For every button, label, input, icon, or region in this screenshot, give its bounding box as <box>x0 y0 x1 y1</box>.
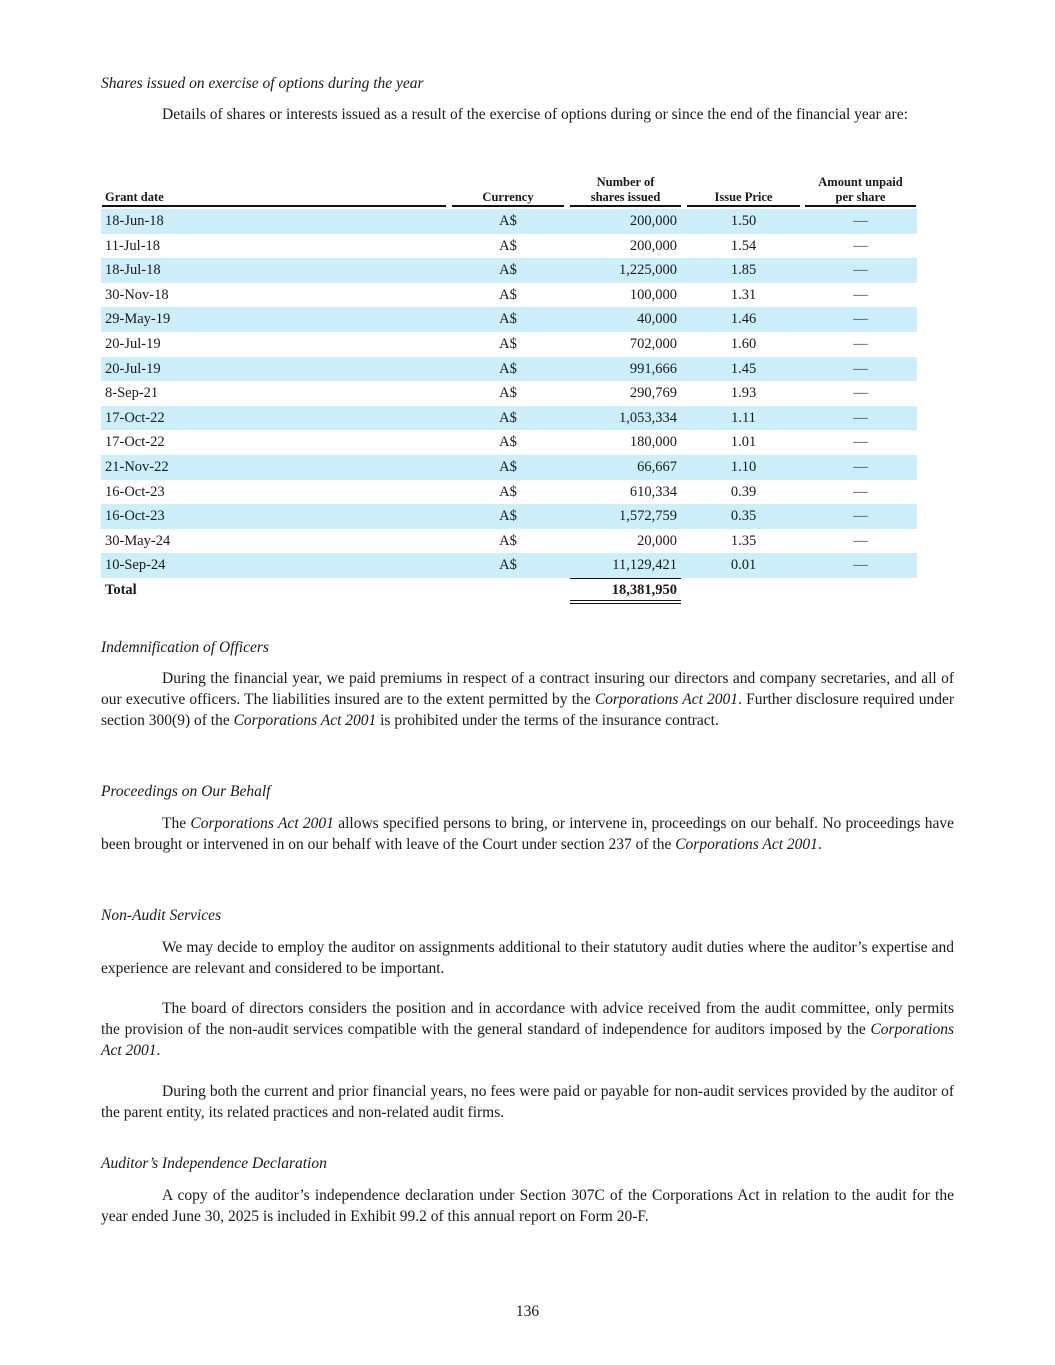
amount-unpaid-cell: — <box>853 360 868 377</box>
issue-price-cell: 1.50 <box>730 213 757 229</box>
table-row <box>101 332 917 357</box>
issue-price-cell: 1.54 <box>730 237 757 254</box>
amount-unpaid-cell: — <box>853 335 868 352</box>
currency-cell: A$ <box>499 286 517 303</box>
shares-issued-cell: 290,769 <box>629 385 677 402</box>
grant-date-cell: 17-Oct-22 <box>105 409 165 426</box>
shares-issued-cell: 11,129,421 <box>612 557 677 574</box>
intro-text: Details of shares or interests issued as a result of the exercise of options during or since the end of the financial year are: <box>162 106 908 123</box>
currency-cell: A$ <box>499 434 517 451</box>
non-audit-paragraph-1: We may decide to employ the auditor on assignments additional to their statutory audit duties where the auditor’s expertise and experience are relevant and considered to be important. <box>101 939 954 977</box>
table-row <box>101 209 917 234</box>
amount-unpaid-cell: — <box>853 213 868 229</box>
issue-price-cell: 1.45 <box>730 360 757 377</box>
shares-issued-cell: 200,000 <box>629 237 677 254</box>
grant-date-cell: 21-Nov-22 <box>105 458 169 475</box>
amount-unpaid-cell: — <box>853 508 868 525</box>
non-audit-paragraph-3: During both the current and prior financial years, no fees were paid or payable for non-audit services provided by the auditor of the parent entity, its related practices and non-related audit firms. <box>101 1083 954 1121</box>
shares-issued-cell: 40,000 <box>637 311 677 328</box>
table-row <box>101 357 917 382</box>
currency-cell: A$ <box>499 311 517 328</box>
total-label: Total <box>105 581 137 598</box>
grant-date-cell: 18-Jun-18 <box>105 213 164 229</box>
issue-price-cell: 1.11 <box>731 409 756 426</box>
col-header-grant-date: Grant date <box>102 190 446 207</box>
table-row <box>101 553 917 578</box>
currency-cell: A$ <box>499 213 517 229</box>
amount-unpaid-cell: — <box>853 385 868 402</box>
auditor-independence-paragraph: A copy of the auditor’s independence declaration under Section 307C of the Corporations Act in relation to the audit for the year ended June 30, 2025 is included in Exhibit 99.2 of this annual report on Form 20-F. <box>101 1187 954 1225</box>
amount-unpaid-cell: — <box>853 409 868 426</box>
shares-issued-cell: 100,000 <box>629 286 677 303</box>
table-body <box>101 209 917 578</box>
currency-cell: A$ <box>499 335 517 352</box>
amount-unpaid-cell: — <box>853 557 868 574</box>
issue-price-cell: 1.60 <box>730 335 757 352</box>
options-exercise-table <box>101 172 917 604</box>
issue-price-cell: 0.01 <box>730 557 757 574</box>
table-row <box>101 406 917 431</box>
shares-issued-cell: 180,000 <box>629 434 677 451</box>
amount-unpaid-cell: — <box>853 237 868 254</box>
total-shares: 18,381,950 <box>570 578 681 604</box>
table-row <box>101 234 917 259</box>
col-header-shares-issued: Number of shares issued <box>570 175 681 207</box>
section-heading-indemnification: Indemnification of Officers <box>101 639 269 656</box>
grant-date-cell: 16-Oct-23 <box>105 508 165 525</box>
grant-date-cell: 20-Jul-19 <box>105 360 161 377</box>
table-row <box>101 529 917 554</box>
amount-unpaid-cell: — <box>853 434 868 451</box>
currency-cell: A$ <box>499 409 517 426</box>
table-row <box>101 307 917 332</box>
currency-cell: A$ <box>499 385 517 402</box>
currency-cell: A$ <box>499 237 517 254</box>
page-number: 136 <box>515 1303 540 1320</box>
grant-date-cell: 29-May-19 <box>105 311 171 328</box>
currency-cell: A$ <box>499 262 517 279</box>
shares-issued-cell: 991,666 <box>629 360 677 377</box>
currency-cell: A$ <box>499 360 517 377</box>
shares-issued-cell: 702,000 <box>629 335 677 352</box>
section-heading-non-audit: Non-Audit Services <box>101 907 222 924</box>
section-heading-auditor-independence: Auditor’s Independence Declaration <box>101 1155 327 1172</box>
indemnification-paragraph: During the financial year, we paid premiums in respect of a contract insuring our directors and company secretaries, and all of our executive officers. The liabilities insured are to the extent permitted by the Corporations Act 2001. Further disclosure required under section 300(9) of the Corporations Act 2001 is prohibited under the terms of the insurance contract. <box>101 670 954 729</box>
shares-issued-cell: 200,000 <box>629 213 677 229</box>
currency-cell: A$ <box>499 557 517 574</box>
currency-cell: A$ <box>499 508 517 525</box>
amount-unpaid-cell: — <box>853 483 868 500</box>
col-header-currency: Currency <box>452 190 564 207</box>
table-row <box>101 381 917 406</box>
currency-cell: A$ <box>499 483 517 500</box>
issue-price-cell: 0.35 <box>730 508 757 525</box>
shares-issued-cell: 1,053,334 <box>619 409 677 426</box>
col-header-issue-price: Issue Price <box>687 190 800 207</box>
table-row <box>101 258 917 283</box>
amount-unpaid-cell: — <box>853 262 868 279</box>
issue-price-cell: 1.93 <box>730 385 757 402</box>
grant-date-cell: 20-Jul-19 <box>105 335 161 352</box>
col-header-amount-unpaid: Amount unpaid per share <box>805 175 916 207</box>
shares-issued-cell: 610,334 <box>629 483 677 500</box>
shares-issued-intro <box>101 104 954 125</box>
issue-price-cell: 1.46 <box>730 311 757 328</box>
non-audit-paragraph-2: The board of directors considers the position and in accordance with advice received from the audit committee, only permits the provision of the non-audit services compatible with the general standard of independence for auditors imposed by the Corporations Act 2001. <box>101 1000 954 1059</box>
grant-date-cell: 30-May-24 <box>105 532 171 549</box>
table-row <box>101 480 917 505</box>
grant-date-cell: 10-Sep-24 <box>105 557 166 574</box>
grant-date-cell: 17-Oct-22 <box>105 434 165 451</box>
amount-unpaid-cell: — <box>853 311 868 328</box>
section-heading-shares-issued: Shares issued on exercise of options during the year <box>101 75 424 92</box>
table-row <box>101 455 917 480</box>
shares-issued-cell: 1,572,759 <box>619 508 677 525</box>
shares-issued-cell: 20,000 <box>637 532 677 549</box>
amount-unpaid-cell: — <box>853 532 868 549</box>
currency-cell: A$ <box>499 532 517 549</box>
proceedings-paragraph: The Corporations Act 2001 allows specified persons to bring, or intervene in, proceedings on our behalf. No proceedings have been brought or intervened in on our behalf with leave of the Court under section 237 of the Corporations Act 2001. <box>101 815 955 853</box>
grant-date-cell: 11-Jul-18 <box>105 237 161 254</box>
grant-date-cell: 8-Sep-21 <box>105 385 159 402</box>
issue-price-cell: 1.85 <box>730 262 757 279</box>
table-row <box>101 283 917 308</box>
shares-issued-cell: 66,667 <box>637 458 677 475</box>
section-heading-proceedings: Proceedings on Our Behalf <box>101 783 271 800</box>
table-row <box>101 504 917 529</box>
issue-price-cell: 1.31 <box>730 286 757 303</box>
grant-date-cell: 16-Oct-23 <box>105 483 165 500</box>
issue-price-cell: 1.01 <box>730 434 757 451</box>
issue-price-cell: 1.10 <box>730 458 757 475</box>
table-row <box>101 430 917 455</box>
grant-date-cell: 30-Nov-18 <box>105 286 169 303</box>
shares-issued-cell: 1,225,000 <box>619 262 677 279</box>
amount-unpaid-cell: — <box>853 286 868 303</box>
issue-price-cell: 0.39 <box>730 483 757 500</box>
table-total-row <box>101 578 917 604</box>
issue-price-cell: 1.35 <box>730 532 757 549</box>
amount-unpaid-cell: — <box>853 458 868 475</box>
table-header <box>101 172 917 209</box>
currency-cell: A$ <box>499 458 517 475</box>
grant-date-cell: 18-Jul-18 <box>105 262 161 279</box>
